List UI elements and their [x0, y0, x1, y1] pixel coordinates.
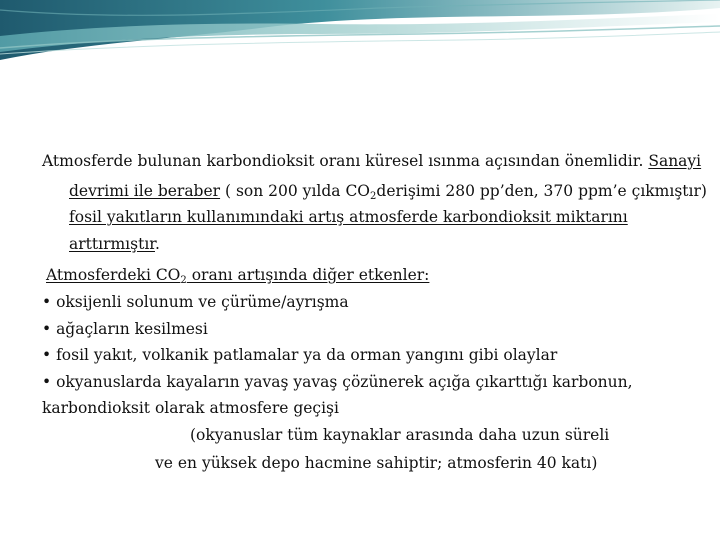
underlined-text: arttırmıştır — [69, 235, 155, 253]
paragraph-line-1 — [42, 151, 701, 171]
paragraph-line-2 — [69, 181, 707, 201]
text-segment: derişimi 280 pp’den, 370 ppm’e çıkmıştır) — [376, 182, 707, 200]
note-line-2: ve en yüksek depo hacmine sahiptir; atmosferin 40 katı) — [155, 454, 598, 472]
list-item: • oksijenli solunum ve çürüme/ayrışma — [42, 293, 349, 311]
underlined-text: devrimi ile beraber — [69, 182, 221, 200]
text-segment: Atmosferdeki CO — [46, 266, 181, 284]
list-item: • ağaçların kesilmesi — [42, 320, 208, 338]
list-item-continuation: karbondioksit olarak atmosfere geçişi — [42, 399, 339, 417]
list-item: • okyanuslarda kayaların yavaş yavaş çözünerek açığa çıkarttığı karbonun, — [42, 373, 633, 391]
text-segment: . — [154, 235, 160, 253]
paragraph-line-4 — [69, 234, 160, 254]
factors-heading — [46, 265, 429, 285]
subscript: 2 — [370, 191, 377, 202]
text-segment: oranı artışında diğer etkenler: — [186, 266, 430, 284]
underlined-text: Sanayi — [648, 152, 702, 170]
note-line-1: (okyanuslar tüm kaynaklar arasında daha uzun süreli — [190, 426, 610, 444]
paragraph-line-3: fosil yakıtların kullanımındaki artış atmosferde karbondioksit miktarını — [69, 208, 628, 226]
subscript: 2 — [180, 275, 187, 286]
list-item: • fosil yakıt, volkanik patlamalar ya da orman yangını gibi olaylar — [42, 346, 558, 364]
text-segment: ( son 200 yılda CO — [220, 182, 371, 200]
text-segment: Atmosferde bulunan karbondioksit oranı küresel ısınma açısından önemlidir. — [42, 152, 649, 170]
